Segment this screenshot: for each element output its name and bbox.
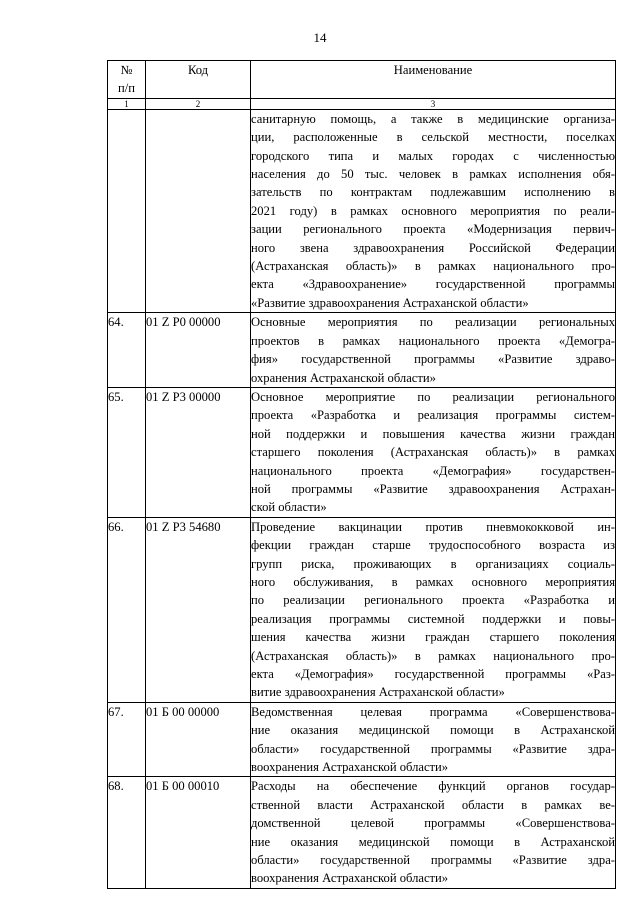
table-row: [108, 387, 616, 517]
row-name-line: фекции граждан старше трудоспособного возраста из: [251, 538, 615, 553]
row-name-line: области» государственной программы «Развитие здра-: [251, 741, 615, 756]
row-name-line: зательств по контрактам подлежавшим исполнению в: [251, 185, 615, 200]
row-number: [108, 109, 146, 312]
row-number: 68.: [108, 777, 146, 888]
row-code: 01 Б 00 00010: [146, 777, 251, 888]
row-number: 65.: [108, 387, 146, 517]
row-name-line: групп риска, проживающих в организациях социаль-: [251, 556, 615, 571]
column-number-2: 2: [146, 98, 251, 109]
row-name-line: екта «Демография» государственной программы «Раз-: [251, 667, 615, 681]
row-name: [251, 109, 616, 312]
header-number-symbol: №: [120, 63, 133, 77]
row-name-line: проекта «Разработка и реализация программы систем-: [251, 408, 615, 423]
table-row: [108, 777, 616, 888]
row-name: [251, 387, 616, 517]
row-name-line: шения качества жизни граждан старшего поколения: [251, 630, 615, 645]
row-name-line: проектов в рамках национального проекта «Демогра-: [251, 333, 615, 348]
row-name-line: екта «Здравоохранение» государственной программы: [251, 277, 615, 292]
row-name-line: ной программы «Развитие здравоохранения Астрахан-: [251, 481, 615, 496]
row-name-line: воохранения Астраханской области»: [251, 760, 449, 775]
row-name-line: Основное мероприятие по реализации регионального: [251, 389, 615, 404]
budget-classification-table: [107, 60, 616, 889]
row-name-line: ние оказания медицинской помощи в Астраханской: [251, 834, 615, 849]
page-number: 14: [313, 30, 327, 45]
row-name-line: реализация программы системной поддержки и повы-: [251, 611, 615, 626]
column-number-3: 3: [251, 98, 616, 109]
row-number: 67.: [108, 702, 146, 777]
row-name-line: фия» государственной программы «Развитие здраво-: [251, 352, 615, 367]
row-name-line: национального проекта «Демография» государствен-: [251, 463, 615, 478]
row-name: [251, 777, 616, 888]
row-name: [251, 702, 616, 777]
row-name: [251, 517, 616, 702]
row-name-line: ции, расположенные в сельской местности, поселках: [251, 130, 615, 145]
row-name-line: ного обслуживания, в рамках основного мероприятия: [251, 574, 615, 589]
table-row: [108, 517, 616, 702]
row-name-line: Основные мероприятия по реализации региональных: [251, 315, 615, 330]
table-row: [108, 313, 616, 388]
column-number-1: 1: [108, 98, 146, 109]
header-code: Код: [146, 61, 251, 99]
row-name-line: области» государственной программы «Развитие здра-: [251, 853, 615, 868]
row-name-line: «Развитие здравоохранения Астраханской области»: [251, 295, 529, 310]
header-number-abbrev: п/п: [118, 81, 135, 96]
row-name-line: ного звена здравоохранения Российской Федерации: [251, 240, 615, 255]
row-name-line: охранения Астраханской области»: [251, 370, 436, 385]
row-name-line: санитарную помощь, а также в медицинские организа-: [251, 111, 615, 126]
row-name-line: ственной власти Астраханской области в рамках ве-: [251, 797, 615, 812]
table-row: [108, 702, 616, 777]
row-number: 64.: [108, 313, 146, 388]
row-name-line: домственной целевой программы «Совершенствова-: [251, 816, 615, 831]
row-code: 01 Z P3 00000: [146, 387, 251, 517]
row-name-line: витие здравоохранения Астраханской области»: [251, 685, 505, 700]
header-name: Наименование: [251, 61, 616, 99]
table-row: [108, 109, 616, 312]
row-name-line: населения до 50 тыс. человек в рамках исполнения обя-: [251, 167, 615, 182]
row-name-line: ние оказания медицинской помощи в Астраханской: [251, 723, 615, 738]
row-name-line: городского типа и малых городах с численностью: [251, 148, 615, 163]
row-code: 01 Z P3 54680: [146, 517, 251, 702]
header-number: [108, 61, 146, 99]
row-name-line: зации регионального проекта «Модернизация первич-: [251, 222, 615, 237]
row-number: 66.: [108, 517, 146, 702]
row-code: [146, 109, 251, 312]
column-number-row: [108, 98, 616, 109]
row-name-line: Проведение вакцинации против пневмококковой ин-: [251, 519, 615, 534]
row-name-line: (Астраханская область)» в рамках национального про-: [251, 259, 615, 274]
row-name-line: по реализации регионального проекта «Разработка и: [251, 593, 615, 608]
row-name-line: Расходы на обеспечение функций органов государ-: [251, 779, 615, 794]
row-name-line: ской области»: [251, 500, 327, 515]
row-name-line: ной поддержки и повышения качества жизни граждан: [251, 426, 615, 441]
row-name-line: Ведомственная целевая программа «Совершенствова-: [251, 704, 615, 719]
row-name-line: воохранения Астраханской области»: [251, 871, 449, 886]
row-code: 01 Б 00 00000: [146, 702, 251, 777]
table-header-row: [108, 61, 616, 99]
row-name-line: (Астраханская область)» в рамках национального про-: [251, 648, 615, 663]
row-code: 01 Z P0 00000: [146, 313, 251, 388]
row-name-line: 2021 году) в рамках основного мероприятия по реали-: [251, 203, 615, 218]
row-name-line: старшего поколения (Астраханская область)» в рамках: [251, 445, 615, 460]
row-name: [251, 313, 616, 388]
